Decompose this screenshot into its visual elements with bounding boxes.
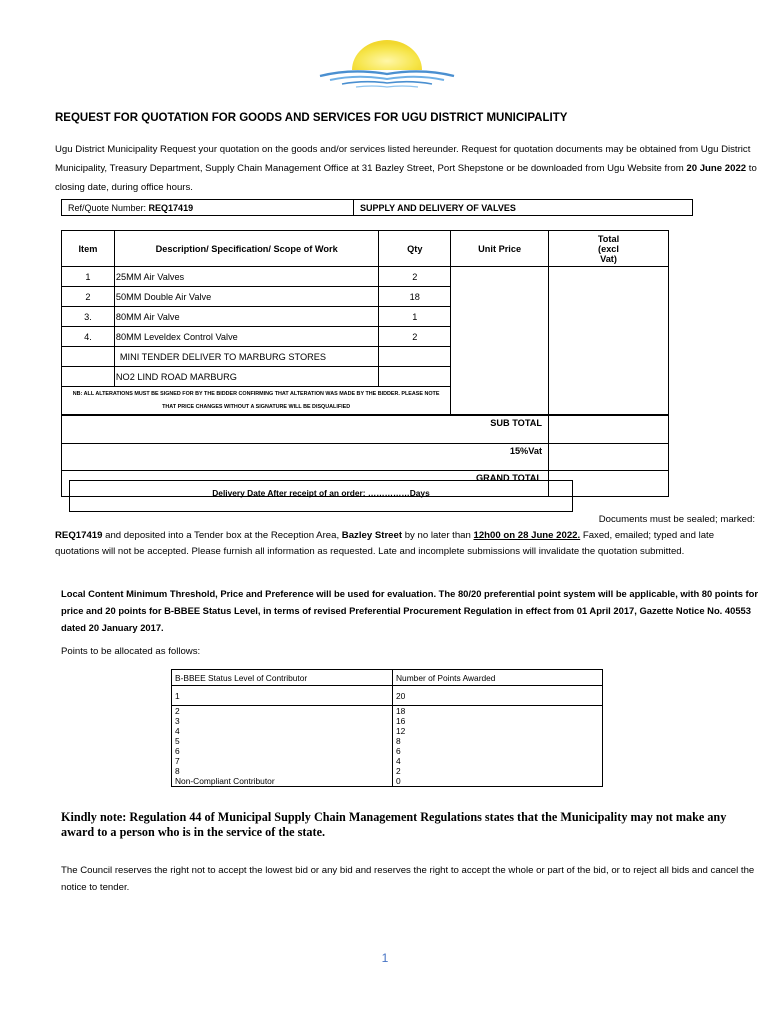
reference-table [61,199,693,216]
council-notice: The Council reserves the right not to accept the lowest bid or any bid and reserves the right to accept the whole or part of the bid, or to reject all bids and cancel the notice to tender. [61,865,755,893]
delivery-date-box[interactable] [69,480,573,512]
subtotal-row [62,416,669,444]
alteration-notice: NB: ALL ALTERATIONS MUST BE SIGNED FOR BY THE BIDDER CONFIRMING THAT ALTERATION WAS MADE BY THE BIDDER. PLEASE NOTE THAT PRICE CHANGES WITHOUT A SIGNATURE WILL BE DISQUALIFIED [62,387,451,415]
table-row: 2 50MM Double Air Valve 18 [62,287,669,307]
points-list: 18 16 12 8 6 4 2 0 [393,706,603,787]
vat-value[interactable] [549,444,669,471]
total-cell[interactable] [549,267,669,415]
header-total: Total (excl Vat) [549,231,669,267]
sub-total-label: SUB TOTAL [62,416,549,444]
level-list: 2 3 4 5 6 7 8 Non-Compliant Contributor [172,706,393,787]
evaluation-paragraph: Local Content Minimum Threshold, Price and Preference will be used for evaluation. The 80/20 preferential point system will be applicable, with 80 points for price and 20 points for B-BBEE Status Level, in terms of revised Preferential Procurement Regulation in effect from 01 April 2017, Gazette Notice No. 40553 dated 20 January 2017. [61,588,759,633]
header-unit-price: Unit Price [451,231,549,267]
table-row: 1 25MM Air Valves 2 [62,267,669,287]
grand-total-label: GRAND TOTAL [62,471,549,497]
sub-total-value[interactable] [549,416,669,444]
quote-description: SUPPLY AND DELIVERY OF VALVES [354,200,693,216]
intro-paragraph: Ugu District Municipality Request your quotation on the goods and/or services listed hereunder. Request for quotation documents may be obtained from Ugu District Municipality, Treasury Department, Supply Chain Management Office at 31 Bazley Street, Port Shepstone or be downloaded from Ugu Website from 20 June 2022 to closing date, during office hours. [55,144,757,193]
table-row: 3. 80MM Air Valve 1 [62,307,669,327]
bbbee-points-table [171,669,603,787]
header-item: Item [62,231,115,267]
vat-row [62,444,669,471]
submission-paragraph: REQ17419 and deposited into a Tender box at the Reception Area, Bazley Street by no later than 12h00 on 28 June 2022. Faxed, emailed; typed and late quotations will not be accepted. Please furnish all information as requested. Late and incomplete submissions will invalidate the quotation submitted. [55,530,715,557]
delivery-address: NO2 LIND ROAD MARBURG [114,367,378,387]
level-cell: 1 [172,686,393,706]
delivery-date-text: Delivery Date After receipt of an order: ……………Days [212,488,430,498]
quotation-table [61,230,669,497]
header-points: Number of Points Awarded [393,670,603,686]
points-cell: 20 [393,686,603,706]
document-title: REQUEST FOR QUOTATION FOR GOODS AND SERVICES FOR UGU DISTRICT MUNICIPALITY [55,112,568,124]
unit-price-cell[interactable] [451,267,549,415]
header-qty: Qty [379,231,451,267]
header-description: Description/ Specification/ Scope of Work [114,231,378,267]
ref-quote-cell: Ref/Quote Number: REQ17419 [62,200,354,216]
table-row: 4. 80MM Leveldex Control Valve 2 [62,327,669,347]
start-date: 20 June 2022 [686,163,747,174]
vat-label: 15%Vat [62,444,549,471]
points-intro: Points to be allocated as follows: [61,646,201,657]
delivery-note: MINI TENDER DELIVER TO MARBURG STORES [114,347,378,367]
ref-number: REQ17419 [148,202,194,213]
page-number: 1 [381,951,389,965]
sealed-notice: Documents must be sealed; marked: [598,514,755,525]
regulation-note: Kindly note: Regulation 44 of Municipal Supply Chain Management Regulations states that the Municipality may not make any award to a person who is in the service of the state. [61,810,727,839]
closing-deadline: 12h00 on 28 June 2022. [473,530,581,541]
municipality-logo [312,30,462,92]
header-level: B-BBEE Status Level of Contributor [172,670,393,686]
